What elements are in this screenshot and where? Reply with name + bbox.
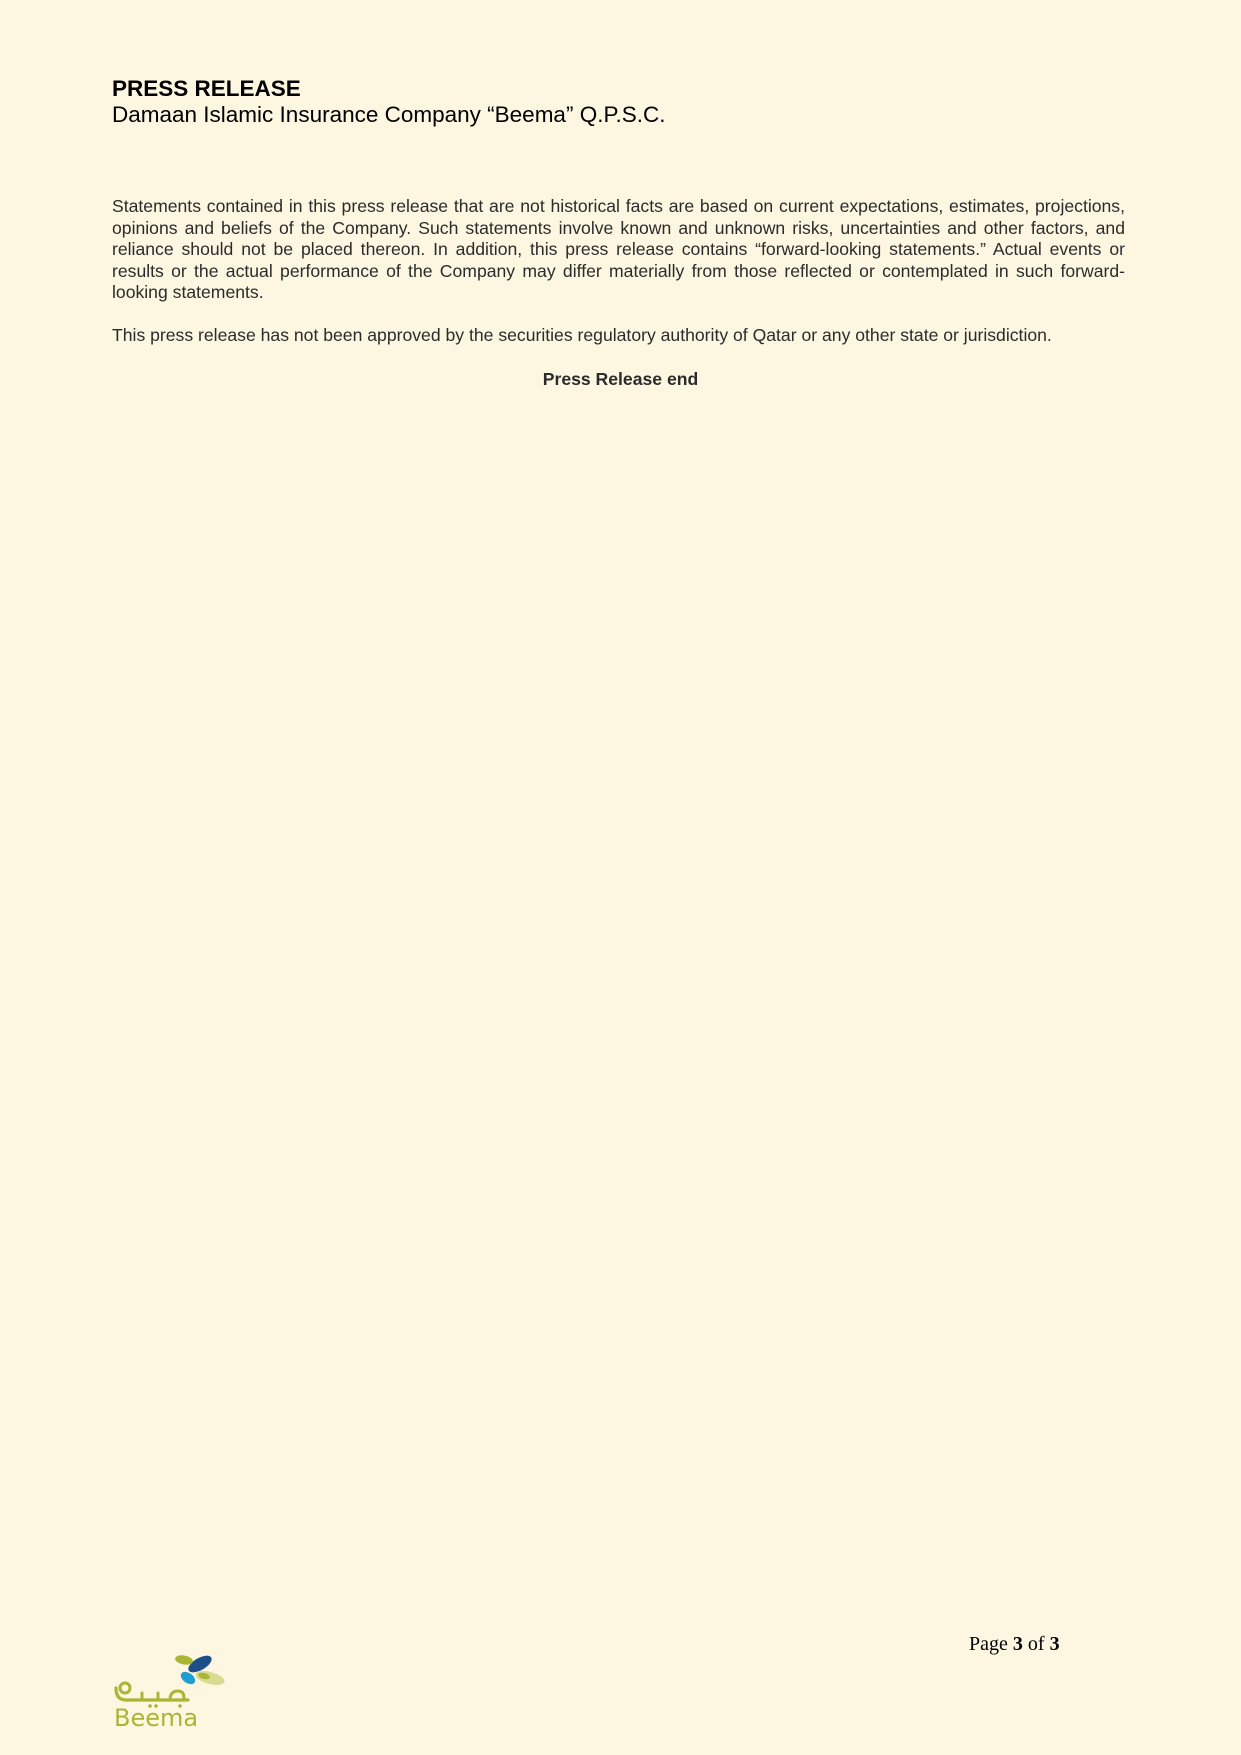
page-current: 3 <box>1012 1633 1023 1655</box>
document-body <box>112 196 1125 347</box>
document-header <box>112 76 666 128</box>
logo-wordmark: Beema <box>114 1704 199 1728</box>
company-name: Damaan Islamic Insurance Company “Beema” Q.P.S.C. <box>112 102 666 127</box>
beema-butterfly-icon <box>112 1638 242 1728</box>
page-prefix: Page <box>969 1633 1008 1655</box>
press-release-end: Press Release end <box>542 369 699 389</box>
page-total: 3 <box>1049 1633 1060 1655</box>
disclaimer-paragraph: Statements contained in this press release that are not historical facts are based on current expectations, estimates, projections, opinions and beliefs of the Company. Such statements involve known and unknown risks, uncertainties and other factors, and reliance should not be placed thereon. In addition, this press release contains “forward-looking statements.” Actual events or results or the actual performance of the Company may differ materially from those reflected or contemplated in such forward- looking statements. <box>112 196 1125 303</box>
page-number <box>969 1632 1060 1656</box>
document-kind-heading: PRESS RELEASE <box>112 76 301 101</box>
beema-logo <box>112 1638 242 1728</box>
approval-paragraph: This press release has not been approved by the securities regulatory authority of Qatar or any other state or jurisdiction. <box>112 324 1052 345</box>
page-of: of <box>1027 1633 1045 1655</box>
